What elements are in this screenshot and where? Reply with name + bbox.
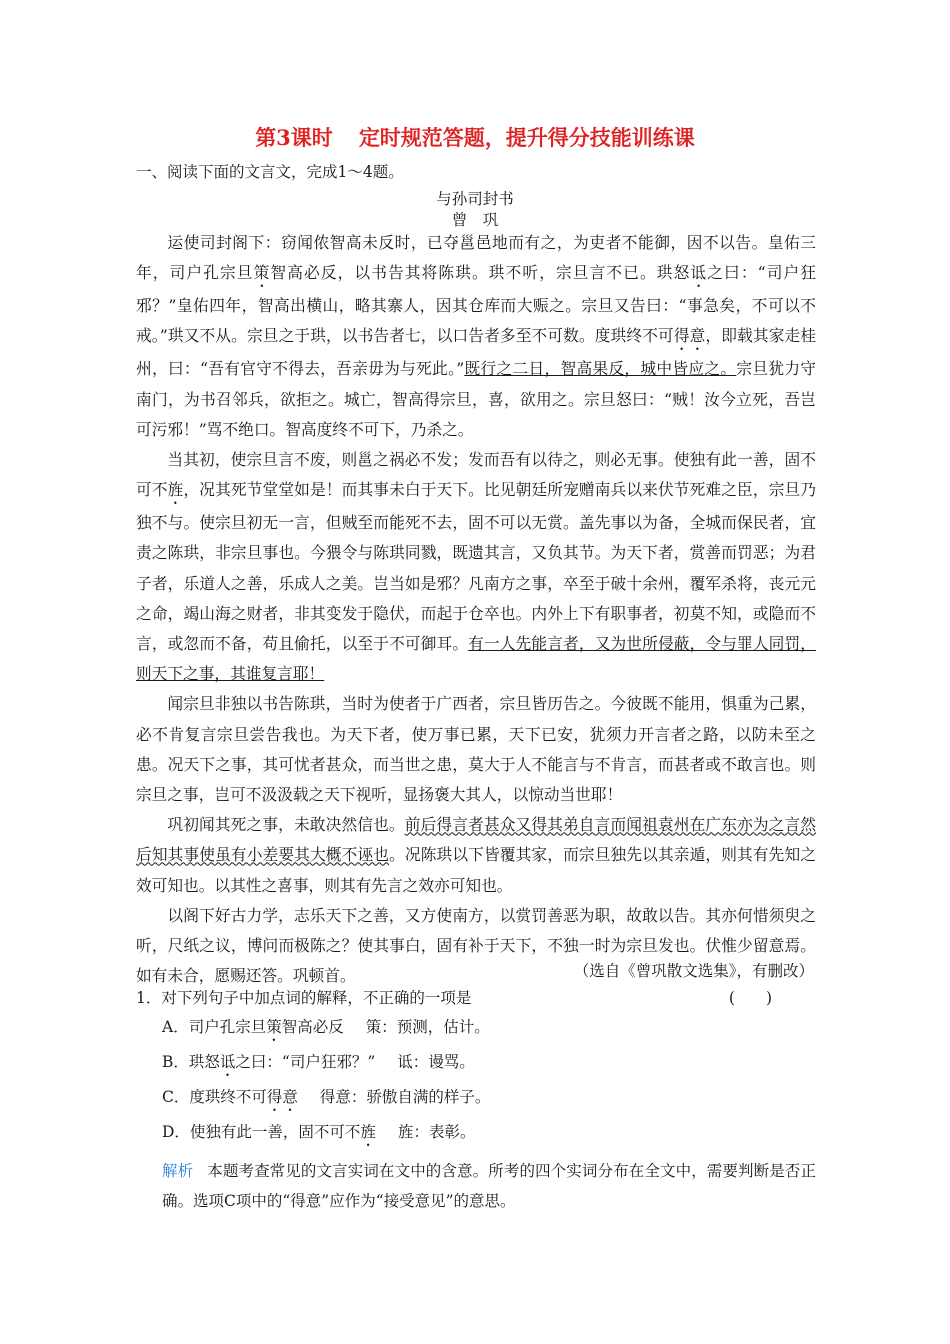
wavy-underlined-sentence: 前后得言者甚众又得其弟自言而闻祖袁州在广东亦为之言然后知其事使虽有小差要其大概不诬也 bbox=[136, 815, 817, 865]
source-citation: （选自《曾巩散文选集》，有删改） bbox=[573, 962, 814, 980]
lesson-title bbox=[0, 124, 950, 152]
underlined-sentence-1: 既行之二日，智高果反，城中皆应之。 bbox=[464, 359, 737, 379]
option-b: B．珙怒诋之曰：“司户狂邪？” 诋：谩骂。 bbox=[162, 1053, 475, 1071]
passage-title: 与孙司封书 bbox=[436, 190, 514, 208]
paragraph-4: 巩初闻其死之事，未敢决然信也。前后得言者甚众又得其弟自言而闻祖袁州在广东亦为之言然后知其事使虽有小差要其大概不诬也。况陈珙以下皆覆其家，而宗旦独先以其亲遁，则其有先知之效可知也。以其性之喜事，则其有先言之效亦可知也。 bbox=[136, 815, 817, 895]
paragraph-2: 当其初，使宗旦言不废，则邕之祸必不发；发而吾有以待之，则必无事。使独有此一善，固不可不旌，况其死节堂堂如是！而其事未白于天下。比见朝廷所宠赠南兵以来伏节死难之臣，宗旦乃独不与。使宗旦初无一言，但贼至而能死不去，固不可以无赏。盖先事以为备，全城而保民者，宜责之陈珙，非宗旦事也。今猥令与陈珙同戮，既遗其言，又负其节。为天下者，赏善而罚恶；为君子者，乐道人之善，乐成人之美。岂当如是邪？凡南方之事，卒至于破十余州，覆军杀将，丧元元之命，竭山海之财者，非其变发于隐伏，而起于仓卒也。内外上下有职事者，初莫不知，或隐而不言，或忽而不备，苟且偷托，以至于不可御耳。有一人先能言者，又为世所侵蔽，令与罪人同罚，则天下之事，其谁复言耶！ bbox=[136, 450, 817, 684]
lesson-topic: 定时规范答题，提升得分技能训练课 bbox=[358, 125, 695, 150]
analysis-label: 解析 bbox=[162, 1162, 194, 1180]
option-a: A．司户孔宗旦策智高必反 策：预测，估计。 bbox=[162, 1018, 490, 1036]
option-d: D．使独有此一善，固不可不旌 旌：表彰。 bbox=[162, 1123, 476, 1141]
lesson-number: 第3课时 bbox=[255, 125, 333, 150]
question-1-stem: 1．对下列句子中加点词的解释，不正确的一项是 ( ) bbox=[136, 986, 816, 1010]
underlined-sentence-2: 有一人先能言者，又为世所侵蔽，令与罪人同罚，则天下之事，其谁复言耶！ bbox=[136, 634, 816, 684]
passage-body bbox=[136, 228, 816, 991]
paragraph-3: 闻宗旦非独以书告陈珙，当时为使者于广西者，宗旦皆历告之。今彼既不能用，惧重为己累，必不肯复言宗旦尝告我也。为天下者，使万事已累，天下已安，犹须力开言者之路，以防未至之患。况天下之事，其可忧者甚众，而当世之患，莫大于人不能言与不肯言，而甚者或不敢言也。则宗旦之事，岂可不汲汲载之天下视听，显扬褒大其人，以惊动当世耶！ bbox=[136, 694, 816, 805]
answer-blank: ( ) bbox=[728, 989, 772, 1007]
paragraph-5: 以阁下好古力学，志乐天下之善，又方使南方，以赏罚善恶为职，故敢以告。其亦何惜须臾之听，尺纸之议，博问而极陈之？使其事白，固有补于天下，不独一时为宗旦发也。伏惟少留意焉。如有未合，愿赐还答。巩顿首。 bbox=[136, 905, 816, 986]
analysis-block bbox=[162, 1156, 816, 1216]
option-c: C．度珙终不可得意 得意：骄傲自满的样子。 bbox=[162, 1088, 491, 1106]
section-heading: 一、阅读下面的文言文，完成1～4题。 bbox=[136, 163, 404, 181]
paragraph-1: 运使司封阁下：窃闻侬智高未反时，已夺邕邑地而有之，为吏者不能御，因不以告。皇佑三年，司户孔宗旦策智高必反，以书告其将陈珙。珙不听，宗旦言不已。珙怒诋之曰：“司户狂邪？”皇佑四年，智高出横山，略其寨人，因其仓库而大赈之。宗旦又告曰：“事急矣，不可以不戒。”珙又不从。宗旦之于珙，以书告者七，以口告者多至不可数。度珙终不可得意，即载其家走桂州，曰：“吾有官守不得去，吾亲毋为与死此。”既行之二日，智高果反，城中皆应之。宗旦犹力守南门，为书召邻兵，欲拒之。城亡，智高得宗旦，喜，欲用之。宗旦怒曰：“贼！汝今立死，吾岂可污邪！”骂不绝口。智高度终不可下，乃杀之。 bbox=[136, 233, 817, 439]
analysis-text: 本题考查常见的文言实词在文中的含意。所考的四个实词分布在全文中，需要判断是否正确。选项C项中的“得意”应作为“接受意见”的意思。 bbox=[162, 1162, 816, 1210]
passage-author: 曾 巩 bbox=[451, 211, 499, 229]
